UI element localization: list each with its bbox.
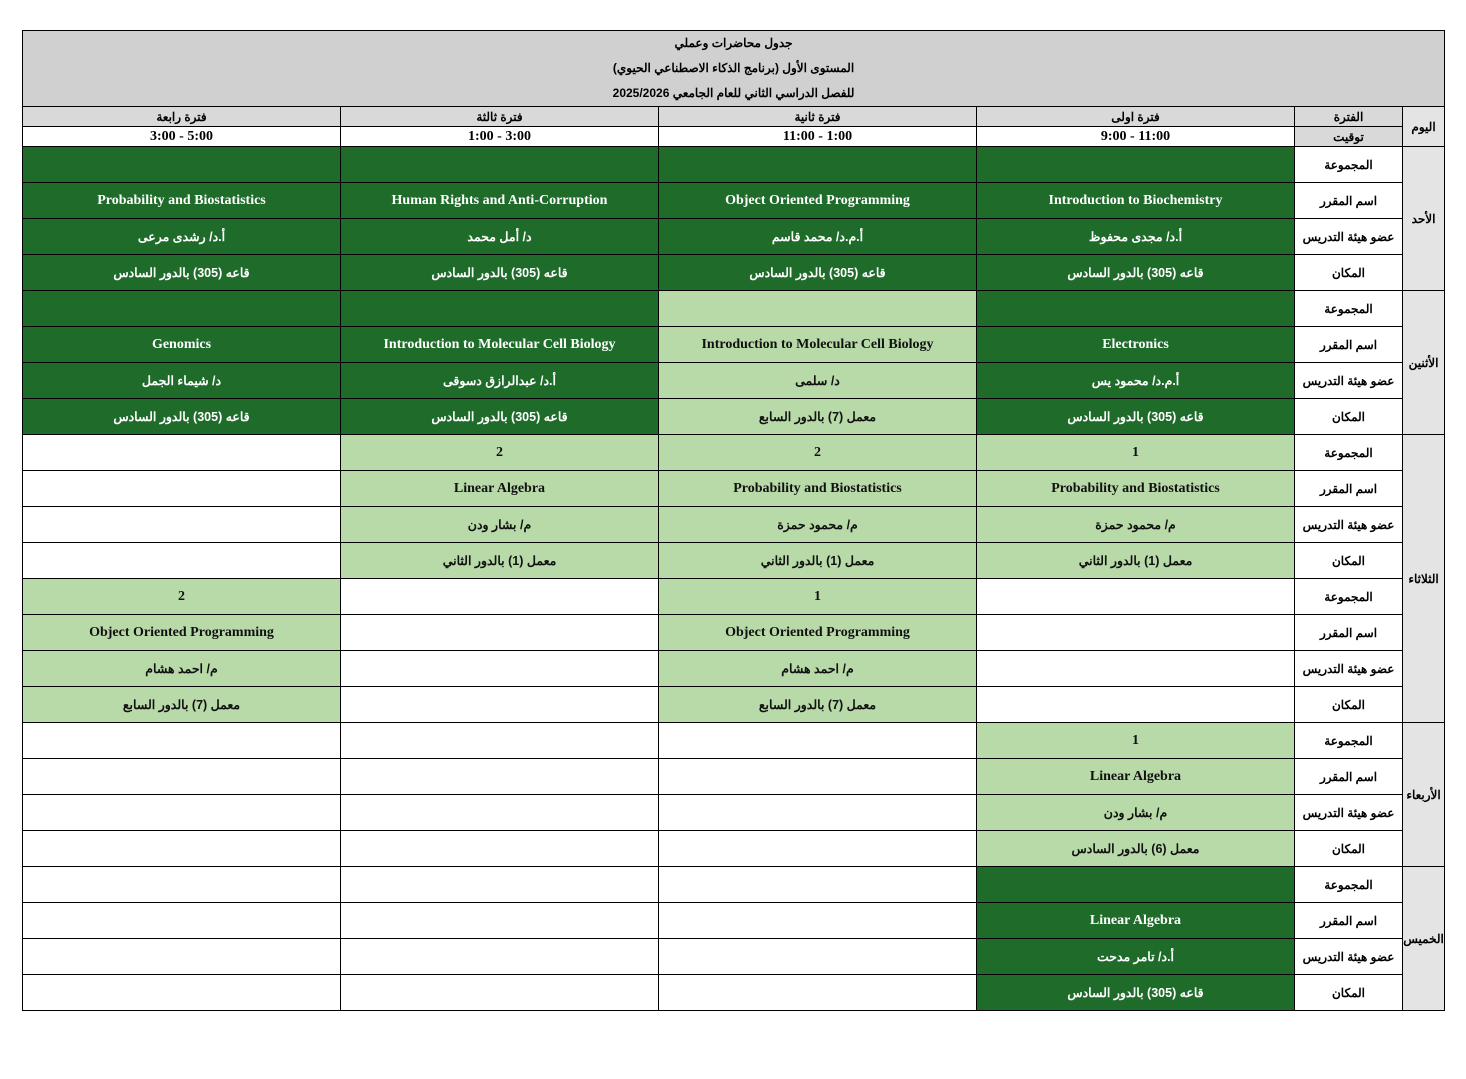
- cell-course: Linear Algebra: [977, 759, 1295, 795]
- schedule-row: [23, 831, 1445, 867]
- cell-course: Probability and Biostatistics: [977, 471, 1295, 507]
- field-label-course: اسم المقرر: [1295, 759, 1403, 795]
- cell-instructor: د/ شيماء الجمل: [23, 363, 341, 399]
- cell-group: [23, 723, 341, 759]
- schedule-row: [23, 723, 1445, 759]
- cell-location: معمل (1) بالدور الثاني: [659, 543, 977, 579]
- field-label-location: المكان: [1295, 687, 1403, 723]
- cell-group: [341, 867, 659, 903]
- cell-course: Object Oriented Programming: [23, 615, 341, 651]
- cell-course: Electronics: [977, 327, 1295, 363]
- cell-course: Probability and Biostatistics: [23, 183, 341, 219]
- schedule-row: [23, 435, 1445, 471]
- field-label-instructor: عضو هيئة التدريس: [1295, 939, 1403, 975]
- field-label-group: المجموعة: [1295, 867, 1403, 903]
- cell-instructor: [341, 795, 659, 831]
- schedule-row: [23, 219, 1445, 255]
- schedule-row: [23, 399, 1445, 435]
- cell-location: قاعه (305) بالدور السادس: [977, 255, 1295, 291]
- cell-course: [977, 615, 1295, 651]
- cell-location: [977, 687, 1295, 723]
- cell-course: [23, 759, 341, 795]
- field-label-location: المكان: [1295, 399, 1403, 435]
- cell-instructor: [23, 939, 341, 975]
- time-label: توقيت: [1295, 127, 1403, 147]
- field-label-course: اسم المقرر: [1295, 327, 1403, 363]
- cell-group: [977, 147, 1295, 183]
- cell-instructor: [23, 795, 341, 831]
- period-label: الفترة: [1295, 107, 1403, 127]
- title-line-3: للفصل الدراسي الثاني للعام الجامعي 2025/2026: [612, 86, 855, 100]
- field-label-group: المجموعة: [1295, 723, 1403, 759]
- cell-group: [659, 291, 977, 327]
- cell-location: [341, 687, 659, 723]
- cell-course: Introduction to Molecular Cell Biology: [341, 327, 659, 363]
- cell-location: قاعه (305) بالدور السادس: [659, 255, 977, 291]
- cell-course: Linear Algebra: [977, 903, 1295, 939]
- cell-location: معمل (1) بالدور الثاني: [977, 543, 1295, 579]
- period-name-2: فترة ثانية: [659, 107, 977, 127]
- cell-location: معمل (7) بالدور السابع: [23, 687, 341, 723]
- cell-location: [341, 975, 659, 1011]
- schedule-row: [23, 939, 1445, 975]
- period-time-2: 11:00 - 1:00: [659, 127, 977, 147]
- cell-course: [341, 759, 659, 795]
- cell-group: [341, 579, 659, 615]
- schedule-row: [23, 579, 1445, 615]
- field-label-course: اسم المقرر: [1295, 471, 1403, 507]
- field-label-group: المجموعة: [1295, 435, 1403, 471]
- cell-instructor: م/ احمد هشام: [659, 651, 977, 687]
- day-label: اليوم: [1403, 107, 1445, 147]
- cell-location: قاعه (305) بالدور السادس: [341, 399, 659, 435]
- schedule-row: [23, 507, 1445, 543]
- schedule-row: [23, 363, 1445, 399]
- cell-instructor: م/ محمود حمزة: [659, 507, 977, 543]
- cell-location: [23, 831, 341, 867]
- schedule-row: [23, 687, 1445, 723]
- schedule-row: [23, 471, 1445, 507]
- schedule-row: [23, 255, 1445, 291]
- cell-instructor: [659, 795, 977, 831]
- cell-location: [23, 543, 341, 579]
- cell-location: معمل (7) بالدور السابع: [659, 687, 977, 723]
- cell-group: [977, 867, 1295, 903]
- cell-course: Introduction to Molecular Cell Biology: [659, 327, 977, 363]
- cell-course: [23, 471, 341, 507]
- cell-location: [659, 975, 977, 1011]
- cell-group: [341, 723, 659, 759]
- title-line-1: جدول محاضرات وعملي: [674, 36, 793, 50]
- period-name-4: فترة رابعة: [23, 107, 341, 127]
- cell-course: Human Rights and Anti-Corruption: [341, 183, 659, 219]
- cell-group: [977, 579, 1295, 615]
- cell-group: [23, 435, 341, 471]
- cell-instructor: [659, 939, 977, 975]
- schedule-title: [23, 31, 1445, 107]
- schedule-row: [23, 291, 1445, 327]
- cell-instructor: أ.م.د/ محمد قاسم: [659, 219, 977, 255]
- cell-group: [977, 291, 1295, 327]
- period-time-1: 9:00 - 11:00: [977, 127, 1295, 147]
- field-label-group: المجموعة: [1295, 579, 1403, 615]
- schedule-row: [23, 327, 1445, 363]
- cell-location: قاعه (305) بالدور السادس: [23, 255, 341, 291]
- cell-instructor: [23, 507, 341, 543]
- field-label-location: المكان: [1295, 255, 1403, 291]
- field-label-location: المكان: [1295, 831, 1403, 867]
- cell-course: Object Oriented Programming: [659, 183, 977, 219]
- day-name: الأربعاء: [1403, 723, 1445, 867]
- schedule-row: [23, 975, 1445, 1011]
- field-label-group: المجموعة: [1295, 291, 1403, 327]
- schedule-row: [23, 867, 1445, 903]
- field-label-instructor: عضو هيئة التدريس: [1295, 219, 1403, 255]
- field-label-instructor: عضو هيئة التدريس: [1295, 795, 1403, 831]
- cell-location: معمل (7) بالدور السابع: [659, 399, 977, 435]
- cell-instructor: [341, 651, 659, 687]
- day-name: الأثنين: [1403, 291, 1445, 435]
- cell-course: Probability and Biostatistics: [659, 471, 977, 507]
- cell-group: 2: [23, 579, 341, 615]
- cell-group: [23, 291, 341, 327]
- cell-group: 2: [341, 435, 659, 471]
- cell-group: [23, 147, 341, 183]
- cell-location: [23, 975, 341, 1011]
- cell-instructor: د/ سلمى: [659, 363, 977, 399]
- cell-group: 2: [659, 435, 977, 471]
- cell-instructor: أ.د/ عبدالرازق دسوقى: [341, 363, 659, 399]
- cell-course: [23, 903, 341, 939]
- schedule-row: [23, 615, 1445, 651]
- field-label-location: المكان: [1295, 543, 1403, 579]
- schedule-table: [22, 30, 1445, 1011]
- schedule-row: [23, 183, 1445, 219]
- cell-location: [341, 831, 659, 867]
- schedule-row: [23, 795, 1445, 831]
- cell-group: 1: [659, 579, 977, 615]
- field-label-instructor: عضو هيئة التدريس: [1295, 651, 1403, 687]
- cell-group: [341, 147, 659, 183]
- period-name-1: فترة اولى: [977, 107, 1295, 127]
- cell-instructor: [341, 939, 659, 975]
- cell-course: [659, 759, 977, 795]
- cell-group: [659, 867, 977, 903]
- field-label-instructor: عضو هيئة التدريس: [1295, 507, 1403, 543]
- cell-location: قاعه (305) بالدور السادس: [23, 399, 341, 435]
- period-time-3: 1:00 - 3:00: [341, 127, 659, 147]
- cell-course: [659, 903, 977, 939]
- cell-group: [659, 723, 977, 759]
- cell-location: معمل (1) بالدور الثاني: [341, 543, 659, 579]
- cell-course: [341, 903, 659, 939]
- schedule-row: [23, 903, 1445, 939]
- cell-group: 1: [977, 435, 1295, 471]
- cell-instructor: أ.د/ تامر مدحت: [977, 939, 1295, 975]
- cell-instructor: د/ أمل محمد: [341, 219, 659, 255]
- title-line-2: المستوى الأول (برنامج الذكاء الاصطناعي الحيوي): [612, 61, 855, 75]
- day-name: الخميس: [1403, 867, 1445, 1011]
- cell-instructor: [977, 651, 1295, 687]
- cell-group: [659, 147, 977, 183]
- cell-course: Introduction to Biochemistry: [977, 183, 1295, 219]
- field-label-group: المجموعة: [1295, 147, 1403, 183]
- schedule-row: [23, 759, 1445, 795]
- field-label-course: اسم المقرر: [1295, 615, 1403, 651]
- schedule-row: [23, 651, 1445, 687]
- period-name-3: فترة ثالثة: [341, 107, 659, 127]
- field-label-course: اسم المقرر: [1295, 903, 1403, 939]
- cell-location: معمل (6) بالدور السادس: [977, 831, 1295, 867]
- cell-instructor: م/ بشار ودن: [977, 795, 1295, 831]
- cell-course: Genomics: [23, 327, 341, 363]
- cell-location: قاعه (305) بالدور السادس: [977, 399, 1295, 435]
- cell-group: 1: [977, 723, 1295, 759]
- cell-instructor: أ.د/ رشدى مرعى: [23, 219, 341, 255]
- cell-course: [341, 615, 659, 651]
- cell-location: قاعه (305) بالدور السادس: [977, 975, 1295, 1011]
- cell-group: [341, 291, 659, 327]
- cell-instructor: م/ محمود حمزة: [977, 507, 1295, 543]
- cell-group: [23, 867, 341, 903]
- cell-course: Object Oriented Programming: [659, 615, 977, 651]
- schedule-row: [23, 147, 1445, 183]
- field-label-instructor: عضو هيئة التدريس: [1295, 363, 1403, 399]
- cell-location: قاعه (305) بالدور السادس: [341, 255, 659, 291]
- day-name: الثلاثاء: [1403, 435, 1445, 723]
- cell-location: [659, 831, 977, 867]
- field-label-course: اسم المقرر: [1295, 183, 1403, 219]
- field-label-location: المكان: [1295, 975, 1403, 1011]
- cell-course: Linear Algebra: [341, 471, 659, 507]
- cell-instructor: أ.د/ مجدى محفوظ: [977, 219, 1295, 255]
- cell-instructor: م/ بشار ودن: [341, 507, 659, 543]
- cell-instructor: أ.م.د/ محمود يس: [977, 363, 1295, 399]
- period-time-4: 3:00 - 5:00: [23, 127, 341, 147]
- day-name: الأحد: [1403, 147, 1445, 291]
- schedule-row: [23, 543, 1445, 579]
- cell-instructor: م/ احمد هشام: [23, 651, 341, 687]
